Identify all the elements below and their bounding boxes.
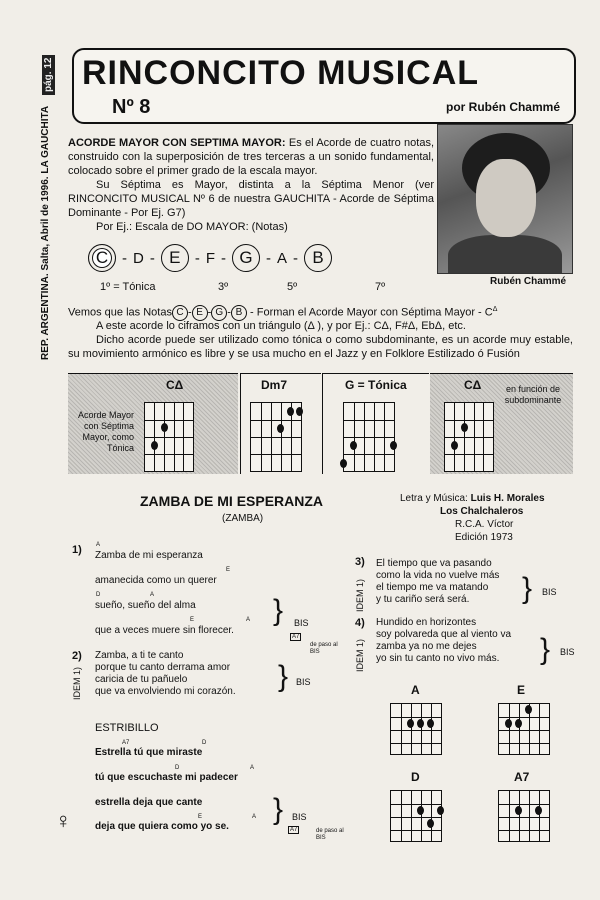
chord-note: en función de subdominante (504, 384, 562, 405)
lyric-line: sueño, sueño del alma (95, 600, 196, 611)
lyric-line: El tiempo que va pasando (376, 558, 492, 569)
chord-name: CΔ (166, 378, 184, 392)
body-line3: Dicho acorde puede ser utilizado como tónica o como subdominante, es un acorde muy estable, su movimiento armónico es libre y se usa mucho en el Jazz y en Folklore Estilizado ó Fusión (68, 334, 573, 360)
song-title: ZAMBA DE MI ESPERANZA (140, 493, 324, 509)
lyric-line: estrella deja que cante (95, 797, 203, 808)
lyric-line: el tiempo me va matando (376, 582, 489, 593)
note-circle: G (211, 305, 227, 321)
bis-label: BIS (294, 618, 309, 628)
body-line1-post: - Forman el Acorde Mayor con Séptima Mayor - C (246, 306, 493, 319)
scale-note: F (205, 250, 216, 267)
chord-mark: E (190, 617, 195, 623)
note-circle: E (192, 305, 208, 321)
lyric-line: amanecida como un querer (95, 575, 217, 586)
bis-brace: } (522, 572, 533, 605)
idem-label: IDEM 1) (72, 666, 82, 700)
chord-panel-cmaj7-tonic (68, 373, 238, 474)
chord-mark: E (198, 814, 203, 820)
chord-mark: D (96, 592, 101, 598)
chord-diagram (144, 402, 194, 472)
dancer-icon: ♀ (55, 808, 72, 833)
song-credits (400, 492, 545, 544)
credits-band: Los Chalchaleros (440, 506, 524, 517)
chord-name: E (517, 683, 526, 697)
scale-note: A (277, 250, 288, 267)
chord-mark: A (96, 542, 101, 548)
chord-mark: A (252, 814, 257, 820)
verse-number: 1) (72, 544, 82, 556)
lyric-line: deja que quiera como yo se. (95, 821, 229, 832)
chord-mark: A (246, 617, 251, 623)
chord-mark: A (150, 592, 155, 598)
scale-note: D (133, 250, 144, 267)
bis-brace: } (273, 594, 284, 627)
c-major-scale: C - D - E - F - G - A - B (88, 244, 332, 272)
issue-info: REP. ARGENTINA. Salta, Abril de 1996. LA GAUCHITA (40, 105, 51, 360)
photo-caption: Rubén Chammé (490, 276, 567, 287)
lyric-line: soy polvareda que al viento va (376, 629, 512, 640)
lyric-line: Zamba, a ti te canto (95, 650, 184, 661)
credits-author: Luis H. Morales (470, 493, 545, 504)
page-number: pág. 12 (42, 55, 55, 95)
lyric-line: como la vida no vuelve más (376, 570, 500, 581)
delta-sup: Δ (492, 306, 498, 313)
bis-brace: } (540, 633, 551, 666)
chord-name: Dm7 (261, 378, 288, 392)
chord-mark: D (175, 765, 180, 771)
bis-brace: } (273, 793, 284, 826)
verse-number: 2) (72, 650, 82, 662)
note-circle: C (172, 305, 188, 321)
estribillo-label: ESTRIBILLO (95, 722, 159, 734)
chord-panel-cmaj7-subdominant (430, 373, 573, 474)
chord-diagram-d (390, 790, 442, 842)
bis-label: BIS (560, 647, 575, 657)
degree-label: 7º (375, 281, 386, 293)
bis-label: BIS (296, 677, 311, 687)
intro-p1: Es el Acorde de cuatro notas, construido con la superposición de tres terceras a un sonido fundamental, colocado sobre el primer grado de la escala mayor. (68, 137, 434, 177)
bis-label: BIS (292, 812, 307, 822)
chord-diagram (343, 402, 395, 472)
lyric-line: Estrella tú que miraste (95, 747, 203, 758)
idem-label: IDEM 1) (355, 638, 365, 672)
chord-panel-g-tonic (322, 373, 429, 474)
lyric-line: caricia de tu pañuelo (95, 674, 188, 685)
lyric-line: que a veces muere sin florecer. (95, 625, 234, 636)
lyric-line: yo sin tu canto no vivo más. (376, 653, 500, 664)
chord-name: A (411, 683, 420, 697)
author-photo (437, 124, 573, 274)
chord-box: A7 (292, 634, 300, 640)
lyric-line: tú que escuchaste mi padecer (95, 772, 238, 783)
body-line1: Vemos que las Notas C - E - G - B - Forman el Acorde Mayor con Séptima Mayor - $C^\Delta$ (68, 303, 588, 321)
verse-number: 4) (355, 617, 365, 629)
page-title: RINCONCITO MUSICAL (82, 54, 480, 92)
lyric-line: Hundido en horizontes (376, 617, 477, 628)
paso-note: de paso al BIS (316, 828, 344, 841)
credits-edition: Edición 1973 (455, 532, 513, 543)
chord-mark: A (250, 765, 255, 771)
body-line2: A este acorde lo ciframos con un triángulo (Δ ), y por Ej.: CΔ, F#Δ, EbΔ, etc. (96, 320, 466, 332)
intro-paragraph (68, 136, 434, 178)
issue-number: Nº 8 (112, 96, 151, 118)
scale-note: C (88, 244, 116, 272)
chord-diagram-a (390, 703, 442, 755)
chord-mark: E (226, 567, 231, 573)
intro-p3: Por Ej.: Escala de DO MAYOR: (Notas) (96, 221, 288, 233)
scale-note: B (304, 244, 332, 272)
note-circle: B (231, 305, 247, 321)
verse-number: 3) (355, 556, 365, 568)
chord-box: A7 (290, 827, 298, 833)
degree-label: 1º = Tónica (100, 281, 156, 293)
chord-diagram-a7 (498, 790, 550, 842)
chord-name: D (411, 770, 420, 784)
paso-note: de paso al BIS (310, 642, 338, 655)
chord-name: G = Tónica (345, 378, 407, 392)
chord-mark: D (202, 740, 207, 746)
chord-mark: A7 (122, 740, 130, 746)
chord-panel-dm7 (240, 373, 321, 474)
scale-note: G (232, 244, 260, 272)
scale-note: E (161, 244, 189, 272)
chord-diagram-e (498, 703, 550, 755)
body-line1-pre: Vemos que las Notas (68, 306, 172, 319)
chord-note: Acorde Mayor con Séptima Mayor, como Tónica (77, 410, 134, 453)
degree-label: 3º (218, 281, 229, 293)
lyric-line: Zamba de mi esperanza (95, 550, 203, 561)
lyric-line: zamba ya no me dejes (376, 641, 477, 652)
lyric-line: que va envolviendo mi corazón. (95, 686, 236, 697)
credits-label-record: R.C.A. Víctor (455, 519, 514, 530)
chord-diagram (444, 402, 494, 472)
lyric-line: porque tu canto derrama amor (95, 662, 231, 673)
author-byline: por Rubén Chammé (445, 100, 560, 114)
intro-heading: ACORDE MAYOR CON SEPTIMA MAYOR: (68, 137, 286, 149)
chord-diagram (250, 402, 302, 472)
chord-name: CΔ (464, 378, 482, 392)
header-box (72, 48, 576, 124)
bis-brace: } (278, 660, 289, 693)
credits-label: Letra y Música: (400, 493, 468, 504)
idem-label: IDEM 1) (355, 578, 365, 612)
chord-name: A7 (514, 770, 530, 784)
bis-label: BIS (542, 587, 557, 597)
intro-p2: Su Séptima es Mayor, distinta a la Séptima Menor (ver RINCONCITO MUSICAL Nº 6 de nuestra GAUCHITA - Acorde de Séptima Dominante - Por Ej. G7) (68, 179, 434, 219)
song-subtitle: (ZAMBA) (222, 513, 264, 524)
degree-label: 5º (287, 281, 298, 293)
lyric-line: y tu cariño será será. (376, 594, 470, 605)
